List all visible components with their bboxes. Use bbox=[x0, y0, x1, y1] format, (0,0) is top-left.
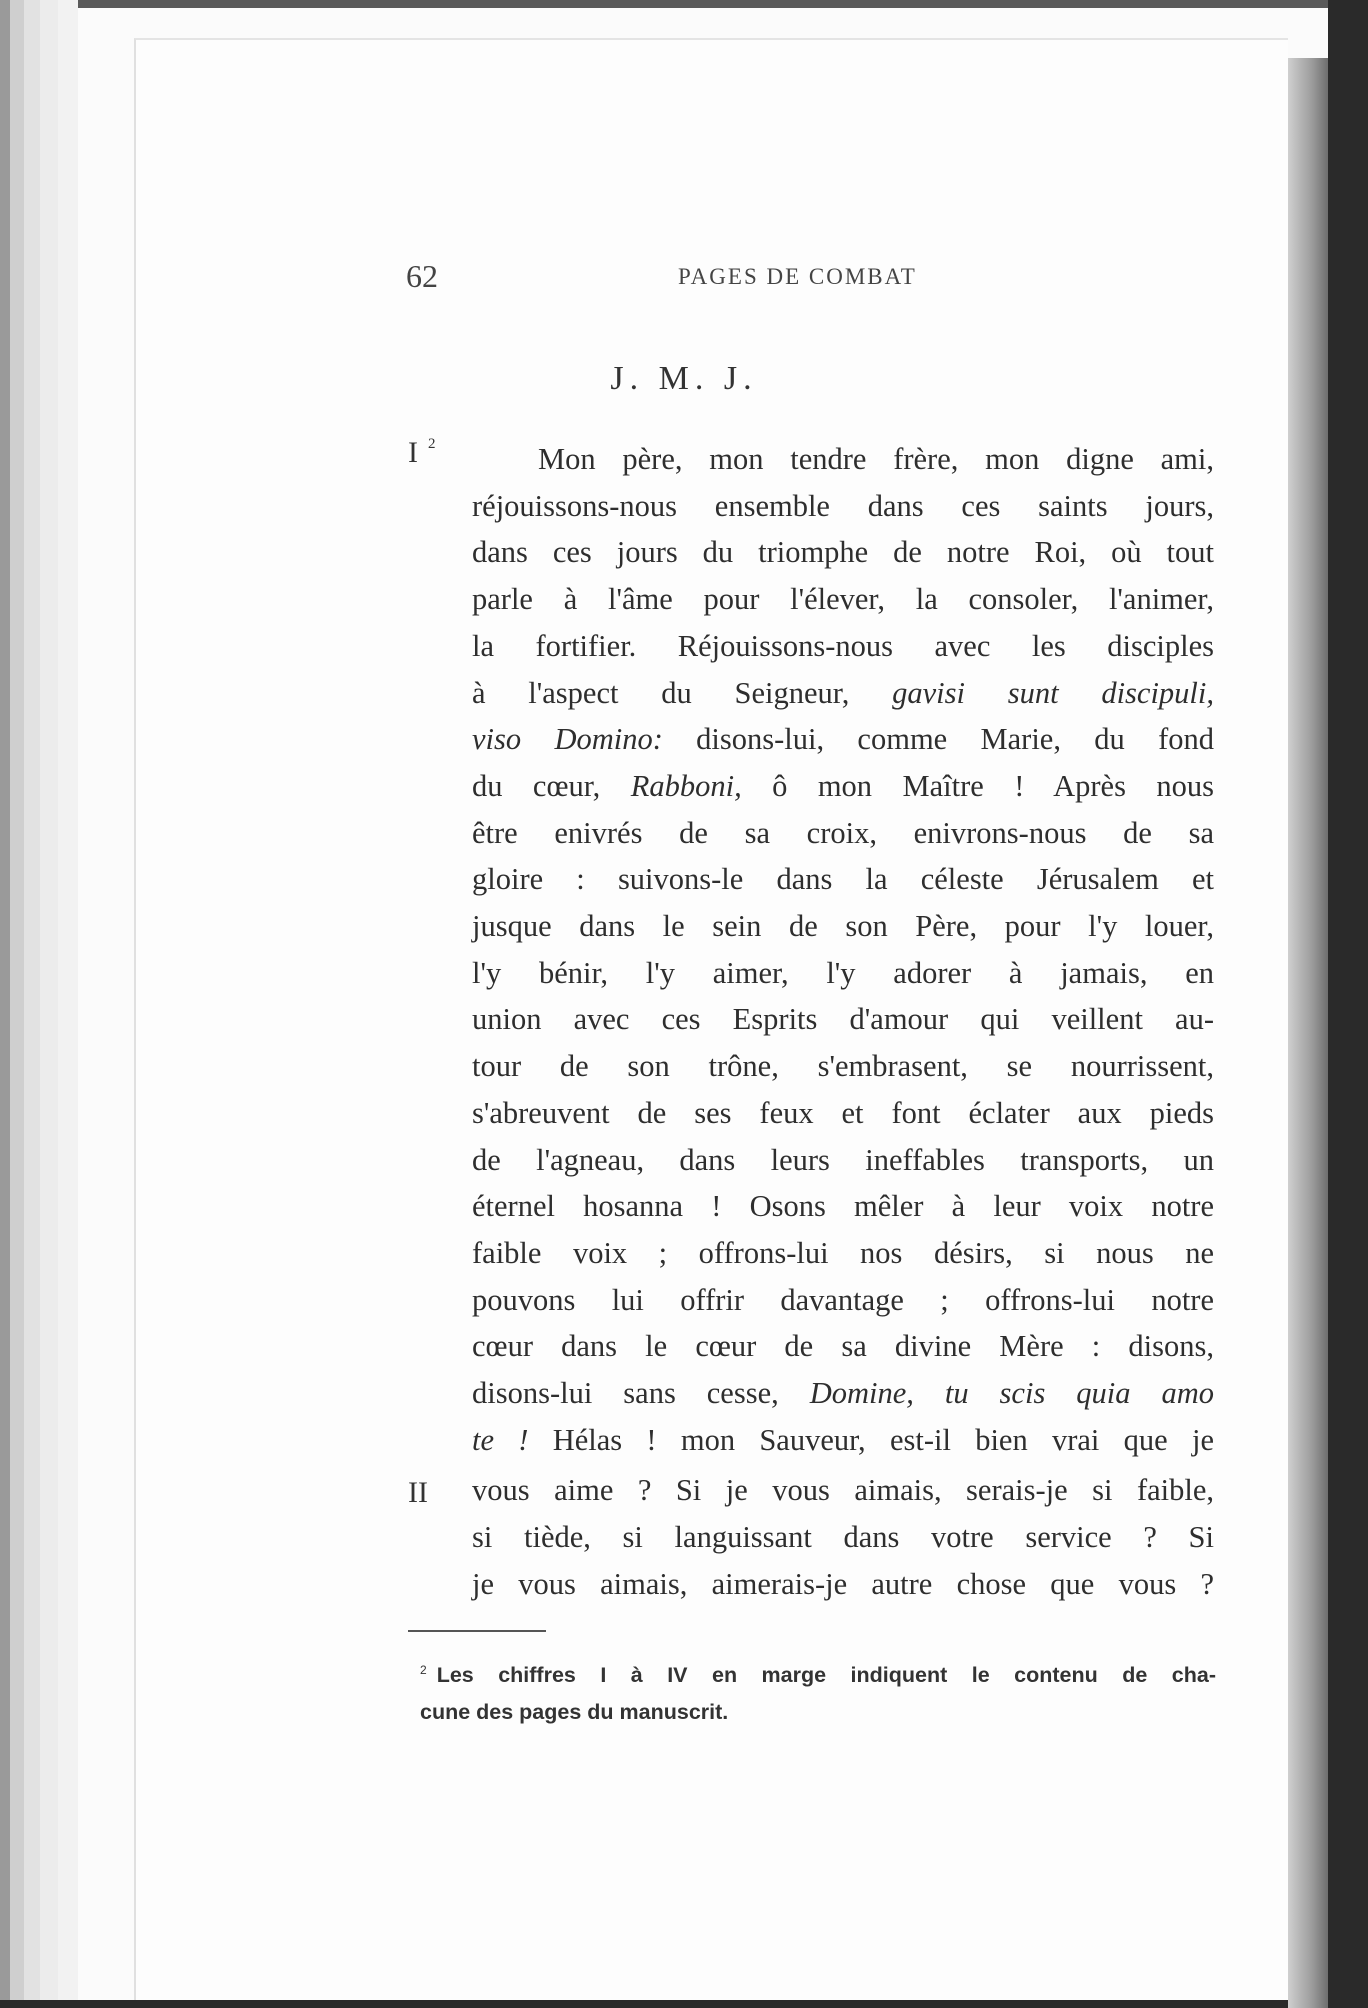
margin-marker-label: I bbox=[408, 436, 418, 469]
page-stack-edge bbox=[58, 0, 79, 2000]
text-line: la fortifier. Réjouissons-nous avec les disciples bbox=[472, 628, 1214, 663]
page-stack-edge bbox=[0, 0, 10, 2000]
text-line: parle à l'âme pour l'élever, la consoler, l'animer, bbox=[472, 582, 1214, 617]
footnote-marker: 2 bbox=[420, 1663, 427, 1677]
text-line: réjouissons-nous ensemble dans ces saints jours, bbox=[472, 488, 1214, 523]
footnote bbox=[420, 1652, 1216, 1731]
page-stack-edge bbox=[10, 0, 24, 2000]
text-line: du cœur, Rabboni, ô mon Maître ! Après nous bbox=[472, 768, 1214, 803]
text-line: tour de son trône, s'embrasent, se nourrissent, bbox=[472, 1049, 1214, 1084]
running-title: PAGES DE COMBAT bbox=[678, 264, 917, 289]
text-line: de l'agneau, dans leurs ineffables transports, un bbox=[472, 1142, 1214, 1177]
text-line: disons-lui sans cesse, Domine, tu scis quia amo bbox=[472, 1376, 1214, 1411]
text-line: pouvons lui offrir davantage ; offrons-lui notre bbox=[472, 1282, 1214, 1317]
text-line: si tiède, si languissant dans votre service ? Si bbox=[472, 1520, 1214, 1555]
latin-quote: viso Domino: bbox=[472, 722, 663, 757]
text-line: faible voix ; offrons-lui nos désirs, si nous ne bbox=[472, 1235, 1214, 1270]
text-line: à l'aspect du Seigneur, gavisi sunt discipuli, bbox=[472, 675, 1214, 710]
latin-quote: te ! bbox=[472, 1422, 529, 1457]
text-line: l'y bénir, l'y aimer, l'y adorer à jamais, en bbox=[472, 955, 1214, 990]
text-line: cœur dans le cœur de sa divine Mère : disons, bbox=[472, 1329, 1214, 1364]
footnote-line: Les chiffres I à IV en marge indiquent le contenu de cha- bbox=[436, 1663, 1216, 1687]
letter-body bbox=[472, 436, 1214, 1608]
footnote-reference: 2 bbox=[428, 436, 436, 452]
text-line: gloire : suivons-le dans la céleste Jérusalem et bbox=[472, 862, 1214, 897]
text-line: s'abreuvent de ses feux et font éclater aux pieds bbox=[472, 1095, 1214, 1130]
latin-quote: Rabboni, bbox=[630, 768, 742, 803]
text-line: te ! Hélas ! mon Sauveur, est-il bien vrai que je bbox=[472, 1422, 1214, 1457]
footnote-line: cune des pages du manuscrit. bbox=[420, 1700, 729, 1724]
text-line: être enivrés de sa croix, enivrons-nous de sa bbox=[472, 815, 1214, 850]
margin-marker-second: II bbox=[408, 1476, 428, 1509]
text-line: viso Domino: disons-lui, comme Marie, du fond bbox=[472, 722, 1214, 757]
latin-quote: gavisi sunt discipuli, bbox=[892, 675, 1214, 710]
text-line: éternel hosanna ! Osons mêler à leur voix notre bbox=[472, 1189, 1214, 1224]
latin-quote: Domine, tu scis quia amo bbox=[809, 1376, 1214, 1411]
text-line: jusque dans le sein de son Père, pour l'y louer, bbox=[472, 909, 1214, 944]
page-right-shadow bbox=[1288, 58, 1328, 2008]
text-line: je vous aimais, aimerais-je autre chose que vous ? bbox=[472, 1566, 1214, 1601]
text-line: union avec ces Esprits d'amour qui veillent au- bbox=[472, 1002, 1214, 1037]
page-stack-edge bbox=[40, 0, 59, 2000]
text-line: vous aime ? Si je vous aimais, serais-je si faible, bbox=[472, 1473, 1214, 1508]
page-number: 62 bbox=[406, 258, 438, 294]
text-line: Mon père, mon tendre frère, mon digne ami, bbox=[538, 442, 1214, 476]
margin-marker-first bbox=[408, 436, 436, 470]
monogram-heading: J. M. J. bbox=[610, 360, 758, 397]
text-line: dans ces jours du triomphe de notre Roi, où tout bbox=[472, 535, 1214, 570]
page-stack-edge bbox=[24, 0, 41, 2000]
footnote-rule bbox=[408, 1630, 546, 1632]
